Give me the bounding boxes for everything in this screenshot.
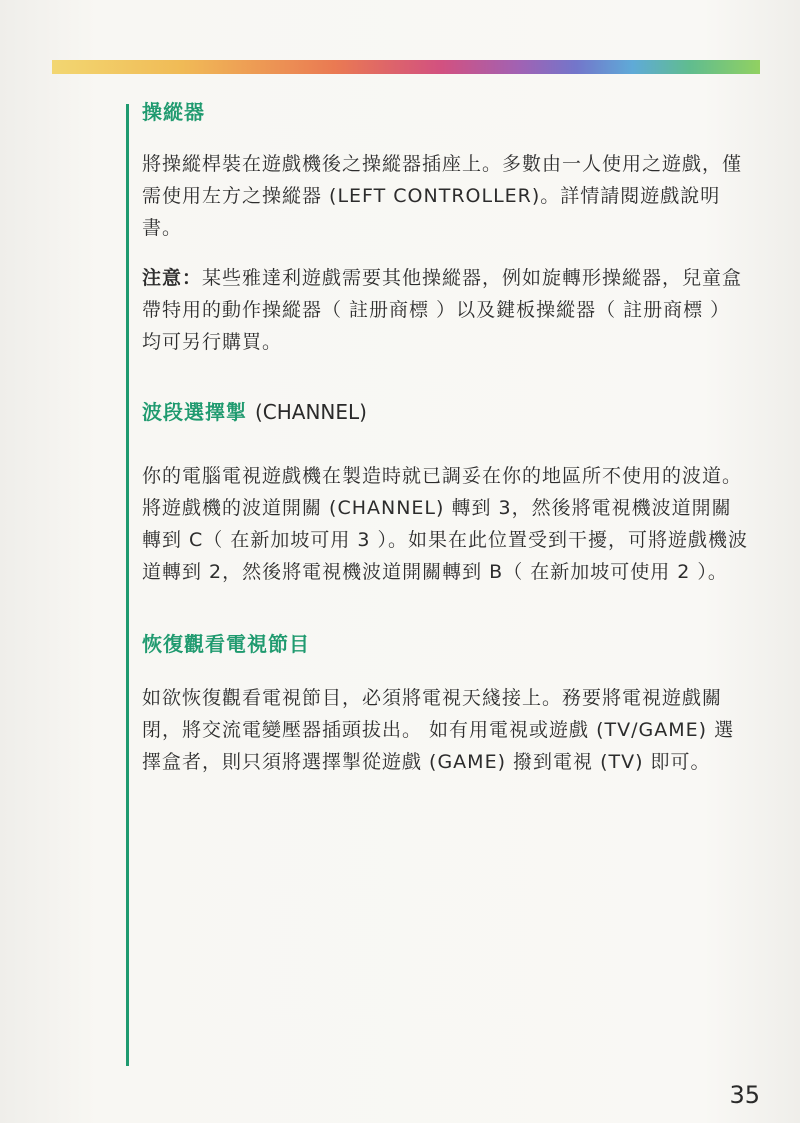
page-content bbox=[142, 96, 748, 778]
section-heading-resume-tv: 恢復觀看電視節目 bbox=[142, 632, 310, 656]
section-heading-controllers: 操縱器 bbox=[142, 100, 205, 124]
section-heading-channel: 波段選擇掣 (CHANNEL) bbox=[142, 400, 367, 424]
page-number: 35 bbox=[729, 1081, 760, 1109]
rainbow-stripe bbox=[52, 60, 760, 74]
heading-english: (CHANNEL) bbox=[254, 400, 367, 424]
note-label: 注意： bbox=[142, 267, 203, 289]
paragraph-channel: 你的電腦電視遊戲機在製造時就已調妥在你的地區所不使用的波道。將遊戲機的波道開關 (CHANNEL) 轉到 3，然後將電視機波道開關轉到 C（ 在新加坡可用 3 ）。如果在此位置受到干擾，可將遊戲機波道轉到 2，然後將電視機波道開關轉到 B（ 在新加坡可使用 2 ）。 bbox=[142, 465, 749, 583]
paragraph-resume-tv: 如欲恢復觀看電視節目，必須將電視天綫接上。務要將電視遊戲關閉，將交流電變壓器插頭拔出。 如有用電視或遊戲 (TV/GAME) 選擇盒者，則只須將選擇掣從遊戲 (GAME) 撥到電視 (TV) 即可。 bbox=[142, 687, 735, 773]
paragraph-note: 注意：某些雅達利遊戲需要其他操縱器，例如旋轉形操縱器，兒童盒帶特用的動作操縱器（ 註册商標 ）以及鍵板操縱器（ 註册商標 ）均可另行購買。 bbox=[142, 267, 743, 353]
paragraph-controllers: 將操縱桿裝在遊戲機後之操縱器插座上。多數由一人使用之遊戲，僅需使用左方之操縱器 (LEFT CONTROLLER)。詳情請閱遊戲說明書。 bbox=[142, 153, 743, 239]
vertical-accent-rule bbox=[126, 104, 129, 1066]
